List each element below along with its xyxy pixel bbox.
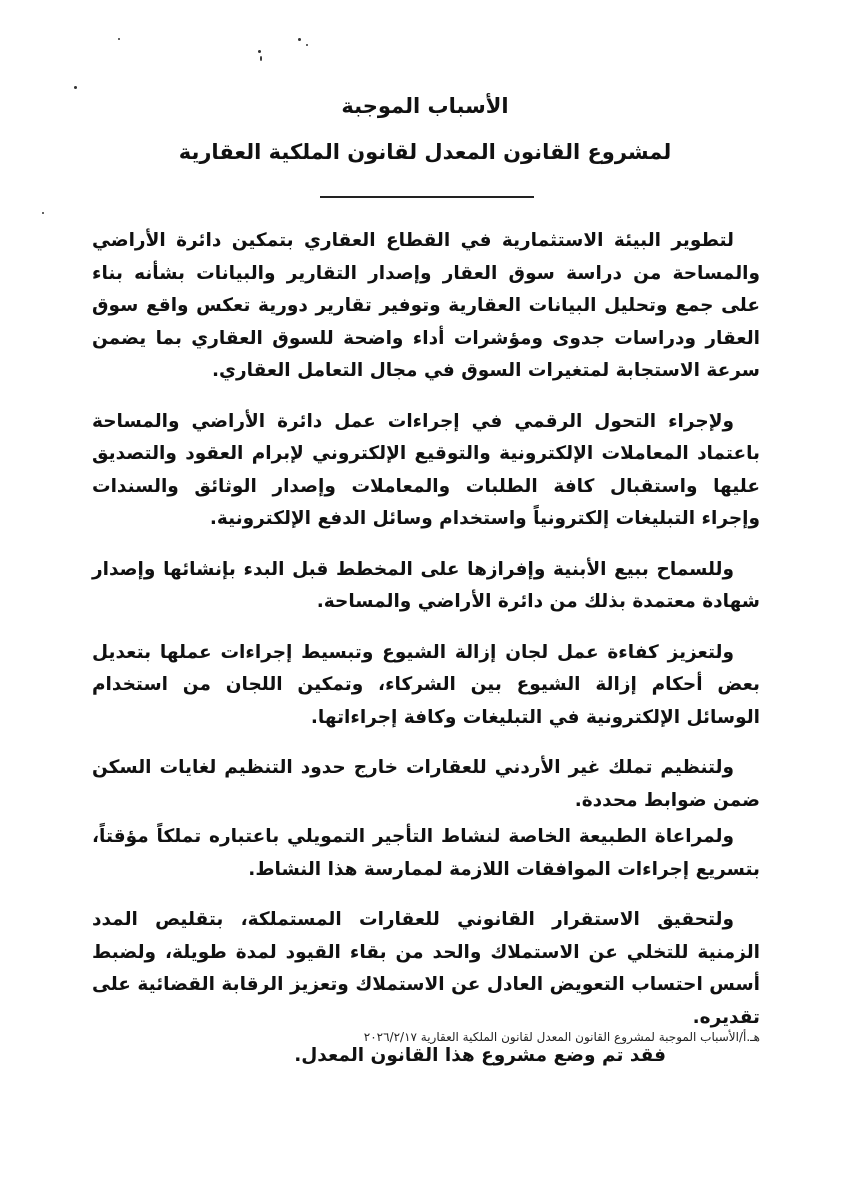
paragraph: ولمراعاة الطبيعة الخاصة لنشاط التأجير التمويلي باعتباره تملكاً مؤقتاً، بتسريع إجراءات الموافقات اللازمة لممارسة هذا النشاط.	[92, 826, 760, 880]
closing-statement: فقد تم وضع مشروع هذا القانون المعدل.	[294, 1045, 666, 1066]
paragraph: ولإجراء التحول الرقمي في إجراءات عمل دائرة الأراضي والمساحة باعتماد المعاملات الإلكترونية والتوقيع الإلكتروني لإبرام العقود والتصديق عليها واستقبال كافة الطلبات والمعاملات وإصدار الوثائق والسندات وإجراء التبليغات إلكترونياً واستخدام وسائل الدفع الإلكترونية.	[92, 410, 760, 529]
document-heading: الأسباب الموجبة	[341, 94, 509, 118]
document-body	[92, 225, 760, 1091]
paragraph: وللسماح ببيع الأبنية وإفرازها على المخطط قبل البدء بإنشائها وإصدار شهادة معتمدة بذلك من دائرة الأراضي والمساحة.	[92, 558, 760, 612]
paragraph: لتطوير البيئة الاستثمارية في القطاع العقاري بتمكين دائرة الأراضي والمساحة من دراسة سوق العقار وإصدار التقارير والبيانات بشأنه بناء على جمع وتحليل البيانات العقارية وتوفير تقارير دورية تعكس واقع سوق العقار ودراسات جدوى ومؤشرات أداء واضحة للسوق العقاري بما يضمن سرعة الاستجابة لمتغيرات السوق في مجال التعامل العقاري.	[92, 230, 760, 381]
paragraph: ولتحقيق الاستقرار القانوني للعقارات المستملكة، بتقليص المدد الزمنية للتخلي عن الاستملاك والحد من بقاء القيود لمدة طويلة، ولضبط أسس احتساب التعويض العادل عن الاستملاك وتعزيز الرقابة القضائية على تقديره.	[92, 909, 760, 1028]
file-reference-footer: هـ.أ/الأسباب الموجبة لمشروع القانون المعدل لقانون الملكية العقارية ٢٠٢٦/٢/١٧	[363, 1030, 760, 1044]
paragraph: ولتنظيم تملك غير الأردني للعقارات خارج حدود التنظيم لغايات السكن ضمن ضوابط محددة.	[92, 757, 760, 811]
document-subheading: لمشروع القانون المعدل لقانون الملكية العقارية	[178, 140, 672, 164]
paragraph: ولتعزيز كفاءة عمل لجان إزالة الشيوع وتبسيط إجراءات عملها بتعديل بعض أحكام إزالة الشيوع بين الشركاء، وتمكين اللجان من استخدام الوسائل الإلكترونية في التبليغات وكافة إجراءاتها.	[92, 641, 760, 728]
title-underline	[320, 196, 534, 198]
